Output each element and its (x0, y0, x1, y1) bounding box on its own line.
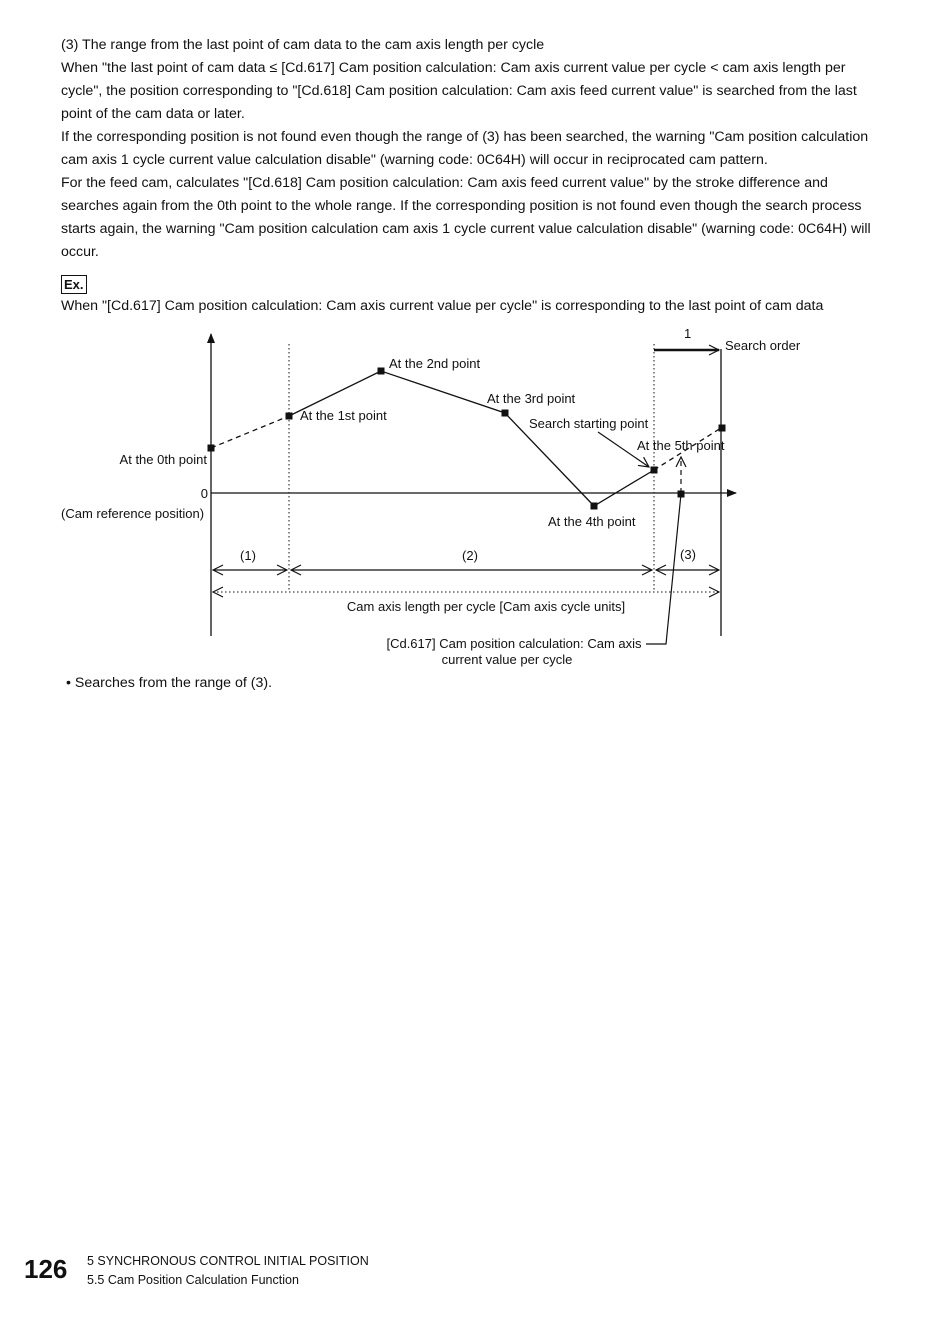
label-point-5: At the 5th point (637, 438, 725, 453)
point-1-marker (286, 413, 293, 420)
point-3-marker (502, 410, 509, 417)
curve-dashed-0-1 (211, 416, 289, 448)
bullet-icon: • (66, 675, 75, 691)
label-point-0: At the 0th point (119, 452, 207, 467)
label-search-order: Search order (725, 338, 801, 353)
point-0-marker (208, 445, 215, 452)
label-search-start: Search starting point (529, 416, 649, 431)
point-2-marker (378, 368, 385, 375)
cd617-leader-line (646, 494, 681, 644)
point-4-marker (591, 503, 598, 510)
bullet-text: Searches from the range of (3). (74, 675, 273, 691)
body-text (61, 34, 881, 264)
page-number: 126 (24, 1254, 68, 1284)
paragraph: If the corresponding position is not found even though the range of (3) has been searched, the warning "Cam position calculation cam axis 1 cycle current value calculation disable" (warning code: 0C64H) will occur in reciprocated cam pattern. (61, 129, 869, 168)
footer-section: 5.5 Cam Position Calculation Function (87, 1273, 299, 1287)
label-cd617-line2: current value per cycle (441, 652, 573, 667)
label-zero: 0 (200, 486, 208, 501)
end-point-marker (719, 425, 726, 432)
bullet-item (66, 672, 272, 695)
label-point-3: At the 3rd point (487, 391, 576, 406)
cam-curve (289, 371, 654, 506)
label-cam-reference: (Cam reference position) (61, 506, 205, 521)
label-cd617-line1: [Cd.617] Cam position calculation: Cam axis (386, 636, 642, 651)
label-range-2: (2) (462, 548, 478, 563)
example-caption: When "[Cd.617] Cam position calculation: Cam axis current value per cycle" is corresponding to the last point of cam data (61, 298, 824, 314)
cam-search-diagram (0, 320, 950, 670)
label-range-1: (1) (240, 548, 256, 563)
label-range-3: (3) (680, 547, 696, 562)
footer-chapter: 5 SYNCHRONOUS CONTROL INITIAL POSITION (87, 1254, 369, 1268)
point-5-marker (651, 467, 658, 474)
label-point-1: At the 1st point (300, 408, 387, 423)
paragraph-heading: (3) The range from the last point of cam data to the cam axis length per cycle (61, 37, 545, 53)
paragraph: For the feed cam, calculates "[Cd.618] Cam position calculation: Cam axis feed current value" by the stroke difference and searches again from the 0th point to the whole range. If the corresponding position is not found even though the search process starts again, the warning "Cam position calculation cam axis 1 cycle current value calculation disable" (warning code: 0C64H) will occur. (61, 175, 871, 260)
label-point-4: At the 4th point (548, 514, 636, 529)
paragraph: When "the last point of cam data ≤ [Cd.617] Cam position calculation: Cam axis current value per cycle < cam axis length per cycle", the position corresponding to "[Cd.618] Cam position calculation: Cam axis feed current value" is searched from the last point of the cam data or later. (61, 60, 857, 122)
label-search-order-number: 1 (684, 326, 692, 341)
label-cycle-length: Cam axis length per cycle [Cam axis cycle units] (346, 599, 626, 614)
label-point-2: At the 2nd point (389, 356, 481, 371)
example-badge: Ex. (61, 275, 87, 294)
